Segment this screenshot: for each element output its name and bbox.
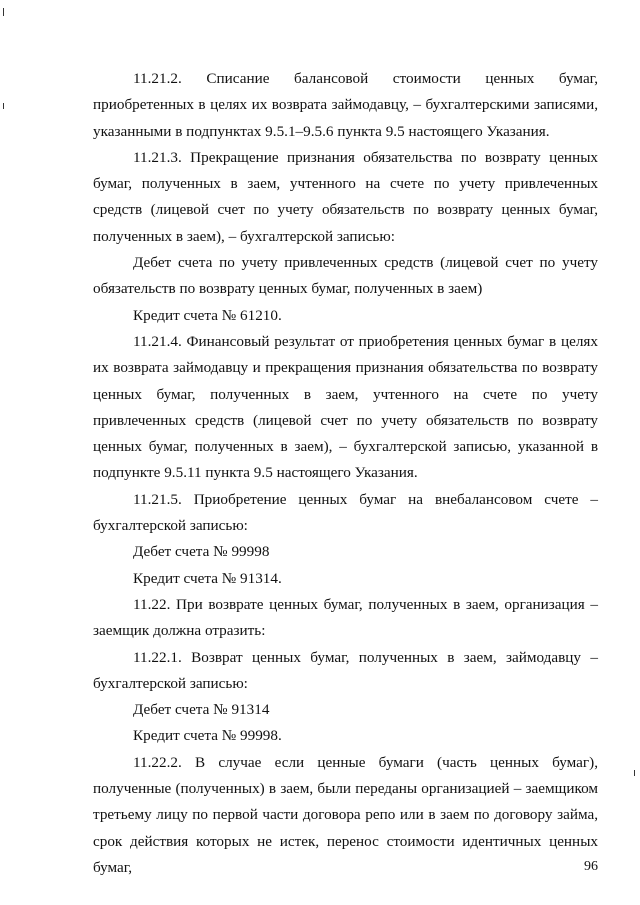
debit-entry: Дебет счета по учету привлеченных средств (лицевой счет по учету обязательств по возврату ценных бумаг, полученных в заем): [93, 254, 598, 298]
paragraph-11-22: 11.22. При возврате ценных бумаг, полученных в заем, организация – заемщик должна отразить:: [93, 595, 598, 640]
paragraph-11-22-2: 11.22.2. В случае если ценные бумаги (часть ценных бумаг), полученные (полученных) в заем, были переданы организацией – заемщиком третьему лицу по первой части договора репо или в заем по договору займа, срок действия которых не истек, перенос стоимости идентичных ценных бумаг,: [93, 753, 598, 876]
credit-entry: Кредит счета № 99998.: [133, 727, 282, 745]
page-number: 96: [584, 859, 598, 874]
paragraph-11-21-2: 11.21.2. Списание балансовой стоимости ценных бумаг, приобретенных в целях их возврата займодавцу, – бухгалтерскими записями, указанными в подпунктах 9.5.1–9.5.6 пункта 9.5 настоящего Указания.: [93, 70, 598, 140]
scan-edge-mark: [3, 8, 4, 16]
credit-entry: Кредит счета № 61210.: [133, 306, 282, 324]
scan-edge-mark: [634, 770, 635, 776]
paragraph-11-21-4: 11.21.4. Финансовый результат от приобретения ценных бумаг в целях их возврата займодавцу и прекращения признания обязательства по возврату ценных бумаг, полученных в заем, учтенного на счете по учету привлеченных средств (лицевой счет по учету обязательств по возврату ценных бумаг, полученных в заем), – бухгалтерской записью, указанной в подпункте 9.5.11 пункта 9.5 настоящего Указания.: [93, 332, 598, 482]
scan-edge-mark: [3, 103, 4, 109]
debit-entry: Дебет счета № 91314: [133, 701, 270, 719]
debit-entry: Дебет счета № 99998: [133, 543, 270, 561]
credit-entry: Кредит счета № 91314.: [133, 569, 282, 587]
document-body: [93, 66, 598, 881]
paragraph-11-21-5: 11.21.5. Приобретение ценных бумаг на внебалансовом счете – бухгалтерской записью:: [93, 490, 598, 535]
paragraph-11-22-1: 11.22.1. Возврат ценных бумаг, полученных в заем, займодавцу – бухгалтерской записью:: [93, 648, 598, 692]
paragraph-11-21-3: 11.21.3. Прекращение признания обязательства по возврату ценных бумаг, полученных в заем, учтенного на счете по учету привлеченных средств (лицевой счет по учету обязательств по возврату ценных бумаг, полученных в заем), – бухгалтерской записью:: [93, 148, 598, 245]
